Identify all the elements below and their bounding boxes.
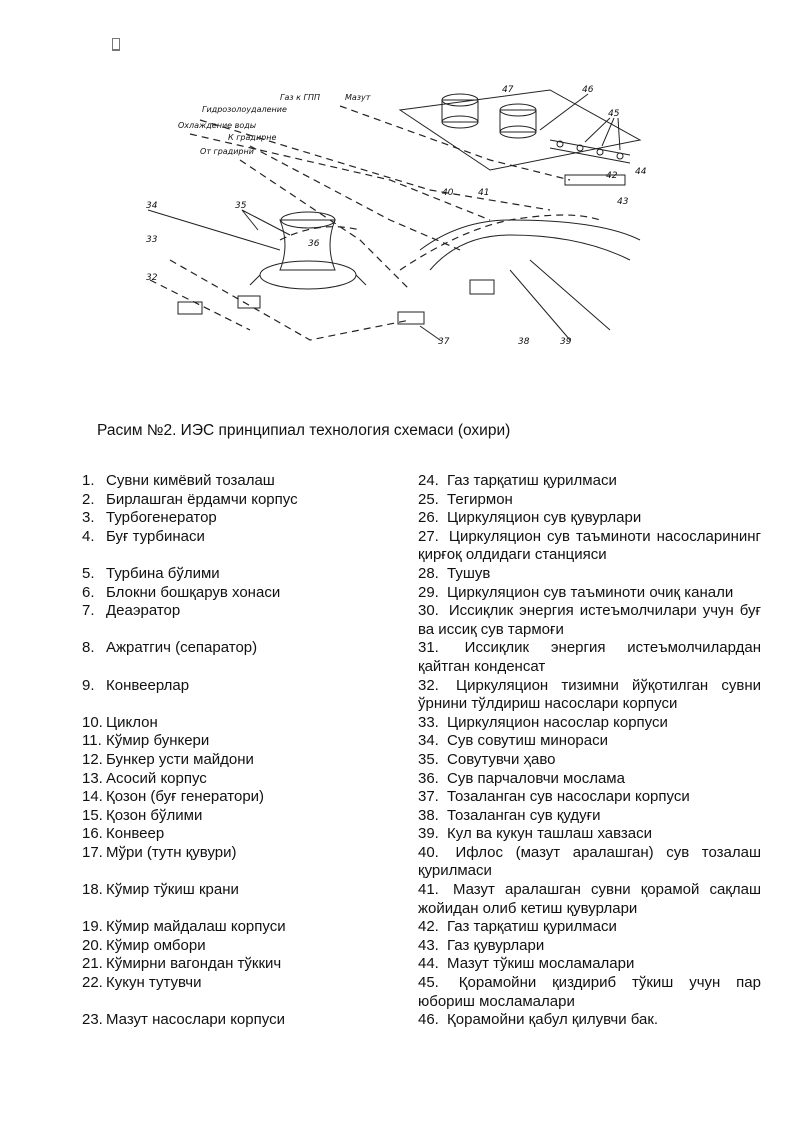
legend-item — [418, 937, 761, 956]
legend-item-line — [418, 918, 761, 937]
legend-item — [418, 528, 761, 565]
legend-item-line — [418, 491, 761, 510]
legend-item-text: Циклон — [106, 713, 158, 731]
legend-item-number: 43. — [418, 936, 439, 954]
legend-item — [418, 751, 761, 770]
legend-item-number: 9. — [82, 676, 95, 694]
legend-item — [418, 491, 761, 510]
legend-item-text: Циркуляцион сув таъминоти очиқ канали — [447, 583, 734, 601]
legend-item-number: 2. — [82, 490, 95, 508]
legend-item-line — [418, 955, 761, 974]
legend-item-text: Газ қувурлари — [447, 936, 545, 954]
legend-item — [418, 472, 761, 491]
legend-item — [418, 509, 761, 528]
legend-item-line — [418, 788, 761, 807]
legend-item-number: 23. — [82, 1011, 103, 1029]
legend-item-line — [418, 751, 761, 770]
legend-item — [418, 788, 761, 807]
legend-item-number: 42. — [418, 918, 439, 936]
legend-item-number: 7. — [82, 602, 95, 620]
legend-item — [82, 584, 407, 603]
callout-number: 35 — [235, 201, 247, 211]
legend-item-text: Кул ва кукун ташлаш хавзаси — [447, 825, 653, 843]
legend-item-text: Иссиқлик энергия истеъмолчилари учун буғ ва иссиқ сув тармоғи — [418, 602, 761, 638]
legend-item-number: 26. — [418, 509, 439, 527]
legend-item-number: 14. — [82, 788, 103, 806]
callout-number: 41 — [478, 188, 490, 198]
legend-item-line — [418, 509, 761, 528]
legend-item-text: Бункер усти майдони — [106, 750, 254, 768]
callout-number: 34 — [146, 201, 158, 211]
legend-item — [82, 1011, 407, 1030]
callout-number: 40 — [442, 188, 454, 198]
legend-item — [82, 509, 407, 528]
legend-item-number: 30. — [418, 602, 439, 620]
scheme-drawing — [130, 70, 650, 360]
legend-item — [82, 807, 407, 826]
technology-scheme-figure — [130, 70, 650, 360]
legend-item — [82, 714, 407, 733]
legend-item-number: 46. — [418, 1011, 439, 1029]
legend-item-number: 11. — [82, 732, 102, 750]
callout-number: 33 — [146, 235, 158, 245]
legend-item-number: 41. — [418, 881, 439, 899]
pipe-label: Охлаждение воды — [178, 121, 257, 130]
legend-item-text: Циркуляцион тизимни йўқотилган сувни ўрнини тўлдириш насослари корпуси — [418, 676, 761, 713]
legend-item — [82, 491, 407, 510]
legend-item-line — [418, 807, 761, 826]
legend-item-line — [418, 639, 761, 676]
legend-item — [82, 677, 407, 696]
legend-item — [418, 565, 761, 584]
legend-item-text: Буғ турбинаси — [106, 527, 205, 545]
legend-item-number: 36. — [418, 769, 439, 787]
legend-item — [418, 584, 761, 603]
legend-item-number: 38. — [418, 806, 439, 824]
legend-item — [82, 974, 407, 993]
legend-item-text: Газ тарқатиш қурилмаси — [447, 472, 617, 489]
legend-item-text: Конвеерлар — [106, 676, 190, 694]
legend-item-number: 12. — [82, 750, 103, 768]
legend-item-text: Кўмир майдалаш корпуси — [106, 918, 286, 936]
legend-item — [82, 918, 407, 937]
legend-item-number: 18. — [82, 881, 103, 899]
legend-item-text: Турбина бўлими — [106, 564, 220, 582]
legend-item-text: Кўмир бункери — [106, 732, 210, 750]
legend-item — [418, 807, 761, 826]
legend-item-number: 15. — [82, 806, 103, 824]
legend-item — [418, 844, 761, 881]
legend-item-number: 1. — [82, 472, 95, 489]
legend-item-number: 4. — [82, 527, 95, 545]
callout-number: 47 — [502, 85, 514, 95]
legend-item-text: Кўмирни вагондан тўккич — [106, 955, 282, 973]
legend-item-text: Қозон бўлими — [106, 806, 203, 824]
legend-item — [82, 751, 407, 770]
legend-item-number: 34. — [418, 732, 439, 750]
legend-item-number: 5. — [82, 564, 95, 582]
legend-item-line — [418, 472, 761, 491]
legend-item-number: 29. — [418, 583, 439, 601]
legend-item — [418, 714, 761, 733]
legend-item-number: 40. — [418, 843, 439, 861]
legend-item-number: 6. — [82, 583, 95, 601]
legend-item-text: Газ тарқатиш қурилмаси — [447, 918, 617, 936]
legend-item-number: 44. — [418, 955, 439, 973]
legend-item-number: 24. — [418, 472, 439, 489]
legend-item — [82, 565, 407, 584]
legend-item — [82, 639, 407, 658]
legend-item-text: Блокни бошқарув хонаси — [106, 583, 281, 601]
legend-item-line — [418, 528, 761, 565]
legend-item — [418, 677, 761, 714]
legend-item-text: Ифлос (мазут аралашган) сув тозалаш қурилмаси — [418, 843, 762, 880]
legend-item-text: Асосий корпус — [106, 769, 207, 787]
callout-number: 44 — [635, 167, 647, 177]
legend-item — [418, 1011, 761, 1030]
legend-item — [418, 881, 761, 918]
legend-item-number: 35. — [418, 750, 439, 768]
legend-item-text: Иссиқлик энергия истеъмолчилардан қайтган конденсат — [418, 639, 761, 675]
legend-item-line — [418, 825, 761, 844]
legend-item-text: Қорамойни қиздириб тўкиш учун пар юбориш мосламалари — [418, 974, 761, 1010]
legend-item-number: 39. — [418, 825, 439, 843]
legend-item-number: 3. — [82, 509, 95, 527]
legend-list-right — [418, 472, 761, 1030]
legend-item-text: Ажратгич (сепаратор) — [106, 639, 258, 657]
legend-item-text: Сув совутиш минораси — [447, 732, 608, 750]
legend-item-text: Қозон (буғ генератори) — [106, 788, 265, 806]
callout-number: 43 — [617, 197, 629, 207]
legend-item — [418, 825, 761, 844]
legend-item-line — [418, 677, 761, 714]
legend-item-line — [418, 714, 761, 733]
legend-item — [82, 770, 407, 789]
legend-item-number: 21. — [82, 955, 103, 973]
legend-list-left — [82, 472, 407, 1030]
figure-caption: Расим №2. ИЭС принципиал технология схемаси (охири) — [97, 422, 511, 439]
callout-number: 39 — [560, 337, 572, 347]
legend-item — [82, 472, 407, 491]
legend-item — [82, 732, 407, 751]
legend-item-number: 32. — [418, 676, 439, 694]
legend-item-text: Тегирмон — [447, 490, 513, 508]
legend-item-number: 27. — [418, 527, 439, 545]
callout-number: 46 — [582, 85, 594, 95]
callout-number: 42 — [606, 171, 618, 181]
legend-item-text: Тозаланган сув насослари корпуси — [447, 788, 690, 806]
legend-item-number: 25. — [418, 490, 439, 508]
legend-item-text: Қорамойни қабул қилувчи бак. — [447, 1011, 659, 1029]
legend-item-line — [418, 770, 761, 789]
legend-item-text: Тушув — [447, 564, 491, 582]
pipe-label: Гидрозолоудаление — [202, 105, 287, 114]
legend-item-line — [418, 602, 761, 639]
legend-item — [82, 955, 407, 974]
legend-item-number: 16. — [82, 825, 103, 843]
pipe-label: К градирне — [228, 133, 277, 142]
legend-item-number: 19. — [82, 918, 103, 936]
legend-item-line — [418, 584, 761, 603]
legend-item-text: Циркуляцион насослар корпуси — [447, 713, 668, 731]
legend-item-text: Кўмир омбори — [106, 936, 206, 954]
legend-item-number: 20. — [82, 936, 103, 954]
legend-item — [82, 528, 407, 547]
legend-item-text: Мўри (тутн қувури) — [106, 843, 237, 861]
legend-item-line — [418, 844, 761, 881]
callout-number: 36 — [308, 239, 320, 249]
legend-item-number: 31. — [418, 639, 439, 657]
legend-item-text: Мазут аралашган сувни қорамой сақлаш жойидан олиб кетиш қувурлари — [418, 881, 762, 917]
callout-number: 32 — [146, 273, 158, 283]
legend-item — [82, 825, 407, 844]
callout-number: 45 — [608, 109, 620, 119]
legend-item-text: Мазут насослари корпуси — [106, 1011, 285, 1029]
legend-item-line — [418, 881, 761, 918]
legend-item-text: Циркуляцион сув қувурлари — [447, 509, 642, 527]
legend-item — [418, 732, 761, 751]
legend-item-text: Кўмир тўкиш крани — [106, 881, 239, 899]
legend-item-number: 17. — [82, 843, 103, 861]
pipe-label: Мазут — [345, 93, 371, 102]
legend-item — [418, 918, 761, 937]
legend-item — [82, 602, 407, 621]
legend-item-number: 13. — [82, 769, 103, 787]
legend-item-number: 45. — [418, 974, 439, 992]
legend-item — [82, 937, 407, 956]
legend-item — [418, 639, 761, 676]
legend-item — [82, 788, 407, 807]
legend-item-line — [418, 1011, 761, 1030]
legend-item-number: 8. — [82, 639, 95, 657]
legend-item-text: Бирлашган ёрдамчи корпус — [106, 490, 298, 508]
legend-item — [418, 974, 761, 1011]
legend-item-number: 33. — [418, 713, 439, 731]
pipe-label: Газ к ГПП — [280, 93, 321, 102]
legend-item-text: Совутувчи ҳаво — [447, 750, 556, 768]
legend-item-number: 22. — [82, 974, 103, 992]
callout-number: 37 — [438, 337, 450, 347]
legend-item — [82, 844, 407, 863]
legend-item-line — [418, 732, 761, 751]
legend-item — [82, 881, 407, 900]
legend-item-number: 37. — [418, 788, 439, 806]
legend-item-text: Мазут тўкиш мосламалари — [447, 955, 635, 973]
legend-item-text: Кукун тутувчи — [106, 974, 202, 992]
legend-item-number: 10. — [82, 713, 103, 731]
legend-item-text: Циркуляцион сув таъминоти насосларининг қирғоқ олдидаги станцияси — [418, 527, 762, 564]
legend-item-text: Сувни кимёвий тозалаш — [106, 472, 275, 489]
legend-item — [418, 770, 761, 789]
legend-item-text: Деаэратор — [106, 602, 181, 620]
legend-item-text: Сув парчаловчи мослама — [447, 769, 625, 787]
legend-item-text: Турбогенератор — [106, 509, 217, 527]
legend-item — [418, 955, 761, 974]
legend-item-text: Конвеер — [106, 825, 165, 843]
corner-mark — [112, 38, 120, 51]
legend-item — [418, 602, 761, 639]
legend-item-line — [418, 565, 761, 584]
legend-item-text: Тозаланган сув қудуғи — [447, 806, 601, 824]
legend-item-line — [418, 974, 761, 1011]
pipe-label: От градирни — [200, 147, 254, 156]
legend-item-line — [418, 937, 761, 956]
callout-number: 38 — [518, 337, 530, 347]
legend-item-number: 28. — [418, 564, 439, 582]
